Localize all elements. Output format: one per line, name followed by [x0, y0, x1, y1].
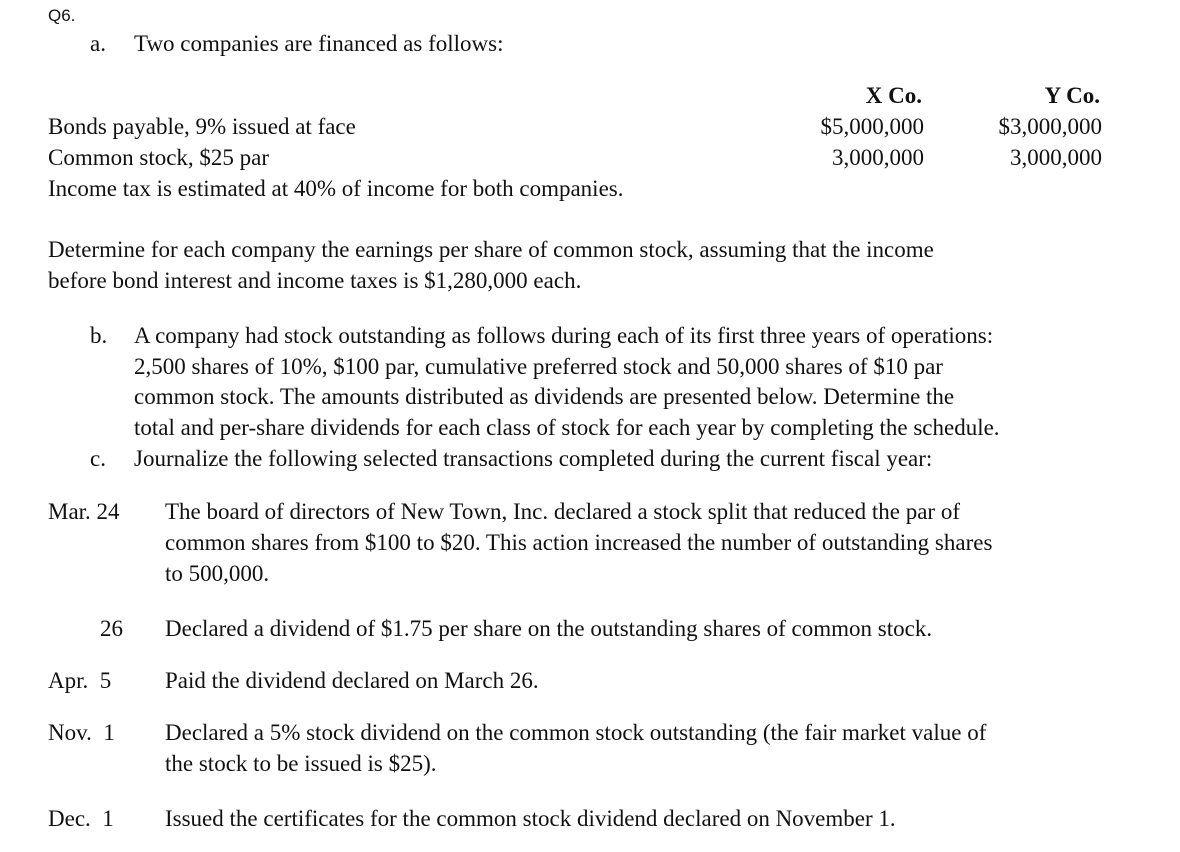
- part-b-line-3: common stock. The amounts distributed as dividends are presented below. Determine the: [134, 384, 955, 409]
- transaction-date-26: 26: [100, 616, 123, 641]
- row-bonds-y-value: $3,000,000: [998, 114, 1102, 139]
- transaction-nov-1-line-2: the stock to be issued is $25).: [165, 751, 437, 776]
- transaction-26-line-1: Declared a dividend of $1.75 per share on the outstanding shares of common stock.: [165, 616, 933, 641]
- transaction-mar-24-line-1: The board of directors of New Town, Inc. declared a stock split that reduced the par of: [165, 499, 961, 524]
- row-common-stock-y-value: 3,000,000: [1010, 145, 1102, 170]
- part-a-intro: Two companies are financed as follows:: [134, 31, 504, 56]
- part-b-line-4: total and per-share dividends for each class of stock for each year by completing the schedule.: [134, 415, 1000, 440]
- transaction-mar-24-line-2: common shares from $100 to $20. This action increased the number of outstanding shares: [165, 530, 993, 555]
- column-header-x-co: X Co.: [865, 83, 922, 108]
- transaction-dec-1-line-1: Issued the certificates for the common stock dividend declared on November 1.: [165, 806, 896, 831]
- transaction-date-nov-1: Nov. 1: [48, 720, 115, 745]
- transaction-apr-5-line-1: Paid the dividend declared on March 26.: [165, 668, 539, 693]
- question-number: Q6.: [48, 6, 76, 25]
- transaction-date-apr-5: Apr. 5: [48, 668, 112, 693]
- transaction-date-mar-24: Mar. 24: [48, 499, 120, 524]
- row-common-stock-x-value: 3,000,000: [832, 145, 924, 170]
- part-b-marker: b.: [90, 323, 108, 348]
- part-c-text: Journalize the following selected transactions completed during the current fiscal year:: [134, 446, 933, 471]
- part-a-instruction-line-2: before bond interest and income taxes is $1,280,000 each.: [48, 268, 582, 293]
- part-b-line-2: 2,500 shares of 10%, $100 par, cumulative preferred stock and 50,000 shares of $10 par: [134, 354, 943, 379]
- row-bonds-label: Bonds payable, 9% issued at face: [48, 114, 356, 139]
- row-bonds-x-value: $5,000,000: [820, 114, 924, 139]
- row-common-stock-label: Common stock, $25 par: [48, 145, 270, 170]
- part-a-instruction-line-1: Determine for each company the earnings per share of common stock, assuming that the income: [48, 237, 934, 262]
- part-c-marker: c.: [90, 446, 106, 471]
- transaction-date-dec-1: Dec. 1: [48, 806, 114, 831]
- tax-note: Income tax is estimated at 40% of income for both companies.: [48, 176, 624, 201]
- part-b-line-1: A company had stock outstanding as follows during each of its first three years of operations:: [134, 323, 994, 348]
- transaction-mar-24-line-3: to 500,000.: [165, 561, 270, 586]
- part-a-marker: a.: [90, 31, 106, 56]
- transaction-nov-1-line-1: Declared a 5% stock dividend on the common stock outstanding (the fair market value of: [165, 720, 987, 745]
- column-header-y-co: Y Co.: [1044, 83, 1100, 108]
